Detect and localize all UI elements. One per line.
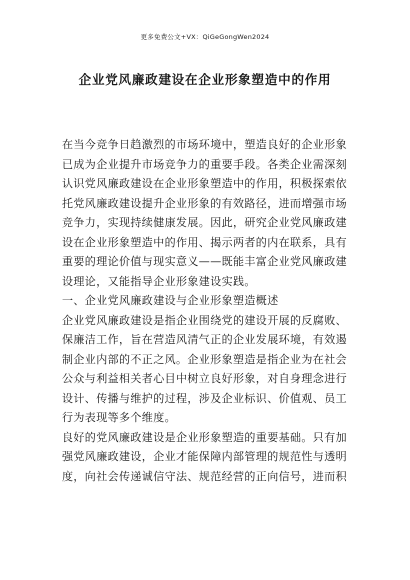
paragraph-line: 良好的党风廉政建设是企业形象塑造的重要基础。只有加	[62, 430, 347, 444]
paragraph-line: 已成为企业提升市场竞争力的重要手段。各类企业需深刻	[62, 157, 347, 171]
paragraph-line: 设计、传播与维护的过程，涉及企业标识、价值观、员工	[62, 391, 347, 405]
paragraph-line: 设理论，又能指导企业形象建设实践。	[62, 274, 256, 288]
paragraph-line: 竞争力，实现持续健康发展。因此，研究企业党风廉政建	[62, 216, 347, 229]
paragraph-line: 托党风廉政建设提升企业形象的有效路径，进而增强市场	[62, 196, 347, 210]
paragraph-line: 认识党风廉政建设在企业形象塑造中的作用，积极探索依	[62, 177, 347, 190]
document-body	[62, 135, 354, 486]
section-heading: 一、企业党风廉政建设与企业形象塑造概述	[62, 294, 279, 307]
header-note: 更多免费公文+VX：QiGeGongWen2024	[140, 33, 270, 41]
paragraph-line: 行为表现等多个维度。	[62, 411, 176, 424]
paragraph-line: 在当今竞争日趋激烈的市场环境中，塑造良好的企业形象	[62, 138, 347, 151]
paragraph-line: 度，向社会传递诚信守法、规范经营的正向信号，进而积	[62, 469, 347, 483]
paragraph-line: 保廉洁工作，旨在营造风清气正的企业发展环境，有效遏	[62, 333, 347, 346]
paragraph-line: 设在企业形象塑造中的作用、揭示两者的内在联系，具有	[62, 235, 347, 249]
paragraph-line: 公众与利益相关者心目中树立良好形象，对自身理念进行	[62, 372, 347, 385]
paragraph-line: 强党风廉政建设，企业才能保障内部管理的规范性与透明	[62, 450, 347, 463]
document-title: 企业党风廉政建设在企业形象塑造中的作用	[78, 72, 332, 87]
paragraph-line: 企业党风廉政建设是指企业围绕党的建设开展的反腐败、	[62, 313, 347, 327]
paragraph-line: 重要的理论价值与现实意义——既能丰富企业党风廉政建	[62, 255, 347, 268]
paragraph-line: 制企业内部的不正之风。企业形象塑造是指企业为在社会	[62, 352, 347, 366]
